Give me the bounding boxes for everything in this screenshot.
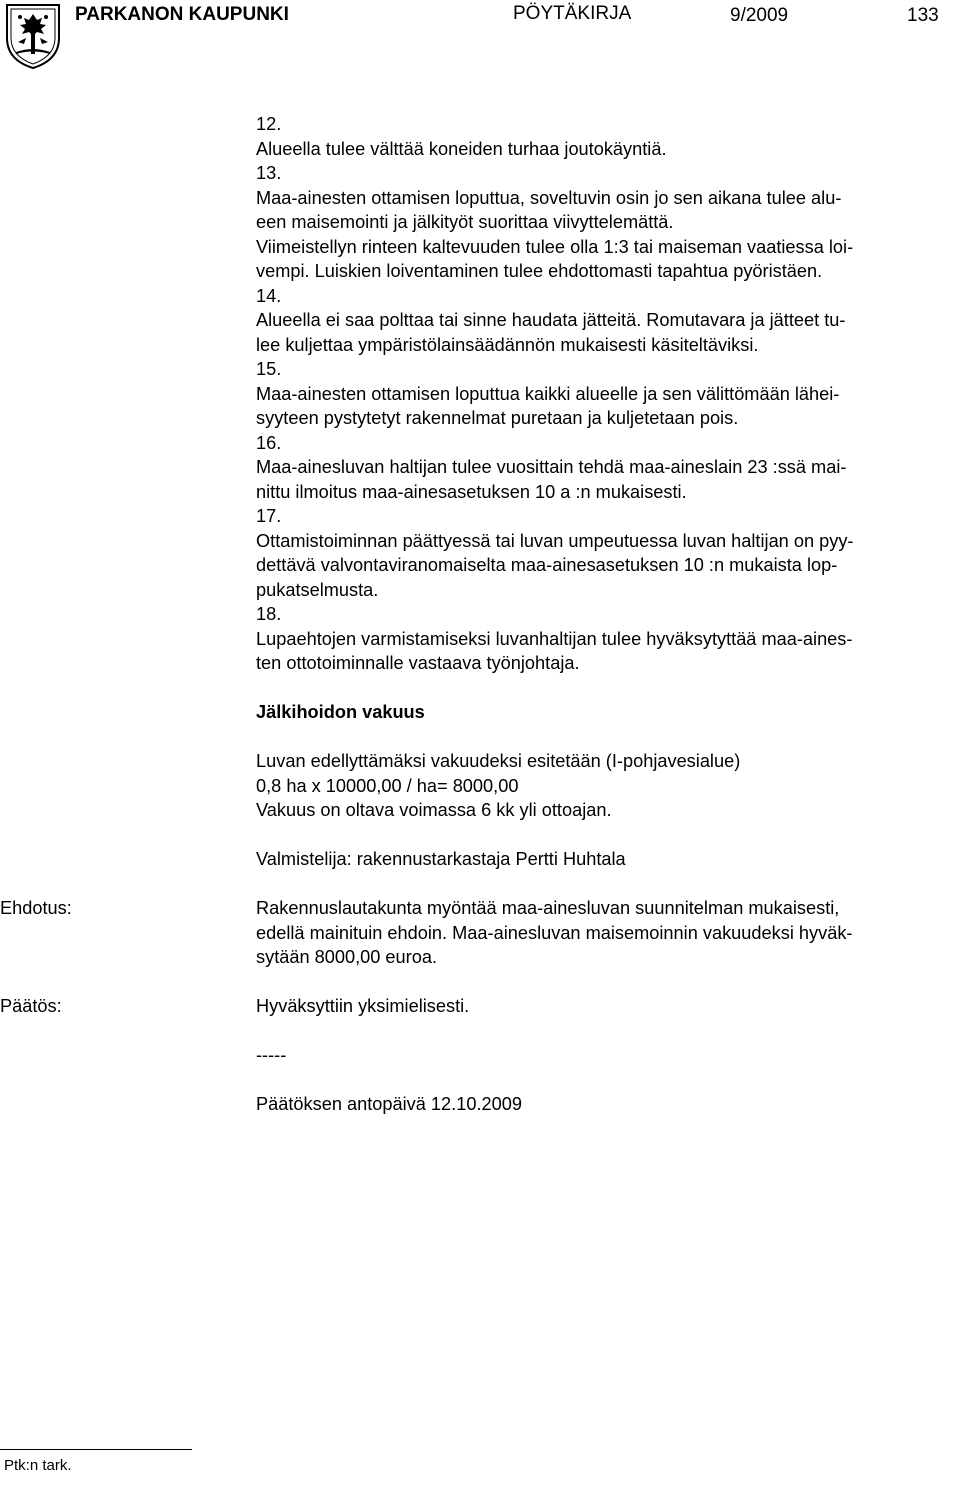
proposal-text: sytään 8000,00 euroa. [256, 947, 438, 967]
page-number: 133 [907, 5, 939, 26]
condition-text: Viimeistellyn rinteen kaltevuuden tulee olla 1:3 tai maiseman vaatiessa loi- [256, 236, 854, 257]
guarantee-text: Luvan edellyttämäksi vakuudeksi esitetään (I-pohjavesialue) [256, 751, 741, 771]
condition-text: lee kuljettaa ympäristölainsäädännön mukaisesti käsiteltäviksi. [256, 334, 759, 355]
condition-number: 15. [256, 359, 282, 379]
condition-number: 13. [256, 163, 282, 183]
footer-divider [0, 1449, 192, 1450]
condition-text: Alueella tulee välttää koneiden turhaa joutokäyntiä. [256, 138, 667, 159]
decision-text: Hyväksyttiin yksimielisesti. [256, 996, 470, 1016]
condition-text: Maa-ainesluvan haltijan tulee vuosittain tehdä maa-aineslain 23 :ssä mai- [256, 457, 847, 477]
condition-number: 16. [256, 432, 282, 453]
city-name: PARKANON KAUPUNKI [75, 4, 289, 25]
condition-text: ten ottotoiminnalle vastaava työnjohtaja. [256, 653, 580, 673]
minutes-checker-label: Ptk:n tark. [4, 1457, 72, 1474]
condition-18 [256, 602, 956, 676]
condition-text: Ottamistoiminnan päättyessä tai luvan umpeutuessa luvan haltijan on pyy- [256, 530, 854, 551]
decision-section [0, 994, 956, 1019]
document-body [0, 112, 956, 1117]
issue-number: 9/2009 [730, 5, 789, 26]
decision-label: Päätös: [0, 996, 62, 1016]
condition-text: Maa-ainesten ottamisen loputtua kaikki alueelle ja sen välittömään lähei- [256, 383, 840, 404]
proposal-label: Ehdotus: [0, 898, 72, 918]
coat-of-arms-icon [4, 2, 62, 70]
condition-text: een maisemointi ja jälkityöt suorittaa viivyttelemättä. [256, 212, 674, 232]
proposal-text: Rakennuslautakunta myöntää maa-ainesluvan suunnitelman mukaisesti, [256, 898, 840, 918]
condition-16 [256, 431, 956, 505]
condition-13 [256, 161, 956, 284]
proposal-text: edellä mainituin ehdoin. Maa-ainesluvan maisemoinnin vakuudeksi hyväk- [256, 922, 853, 943]
preparer-line: Valmistelija: rakennustarkastaja Pertti Huhtala [256, 849, 626, 869]
condition-text: Lupaehtojen varmistamiseksi luvanhaltijan tulee hyväksytyttää maa-aines- [256, 628, 853, 649]
page-header [0, 0, 960, 75]
condition-text: syyteen pystytetyt rakennelmat puretaan ja kuljetetaan pois. [256, 408, 739, 428]
condition-17 [256, 504, 956, 602]
condition-12 [256, 112, 956, 161]
guarantee-text: Vakuus on oltava voimassa 6 kk yli ottoajan. [256, 800, 612, 820]
condition-number: 14. [256, 285, 282, 306]
document-type: PÖYTÄKIRJA [513, 3, 632, 24]
condition-text: dettävä valvontaviranomaiselta maa-ainesasetuksen 10 :n mukaista lop- [256, 555, 838, 575]
condition-14 [256, 284, 956, 358]
condition-15 [256, 357, 956, 431]
condition-text: vempi. Luiskien loiventaminen tulee ehdottomasti tapahtua pyöristäen. [256, 261, 823, 281]
condition-text: Alueella ei saa polttaa tai sinne haudata jätteitä. Romutavara ja jätteet tu- [256, 310, 846, 330]
decision-date: Päätöksen antopäivä 12.10.2009 [256, 1094, 522, 1114]
separator-dashes: ----- [256, 1045, 287, 1065]
condition-text: nittu ilmoitus maa-ainesasetuksen 10 a :n mukaisesti. [256, 481, 687, 502]
proposal-section [0, 896, 956, 970]
condition-text: pukatselmusta. [256, 579, 379, 600]
condition-number: 18. [256, 604, 282, 624]
condition-number: 12. [256, 114, 282, 134]
guarantee-section [256, 700, 956, 823]
condition-text: Maa-ainesten ottamisen loputtua, soveltuvin osin jo sen aikana tulee alu- [256, 187, 842, 208]
condition-number: 17. [256, 506, 282, 526]
guarantee-heading: Jälkihoidon vakuus [256, 702, 425, 722]
guarantee-text: 0,8 ha x 10000,00 / ha= 8000,00 [256, 775, 519, 796]
